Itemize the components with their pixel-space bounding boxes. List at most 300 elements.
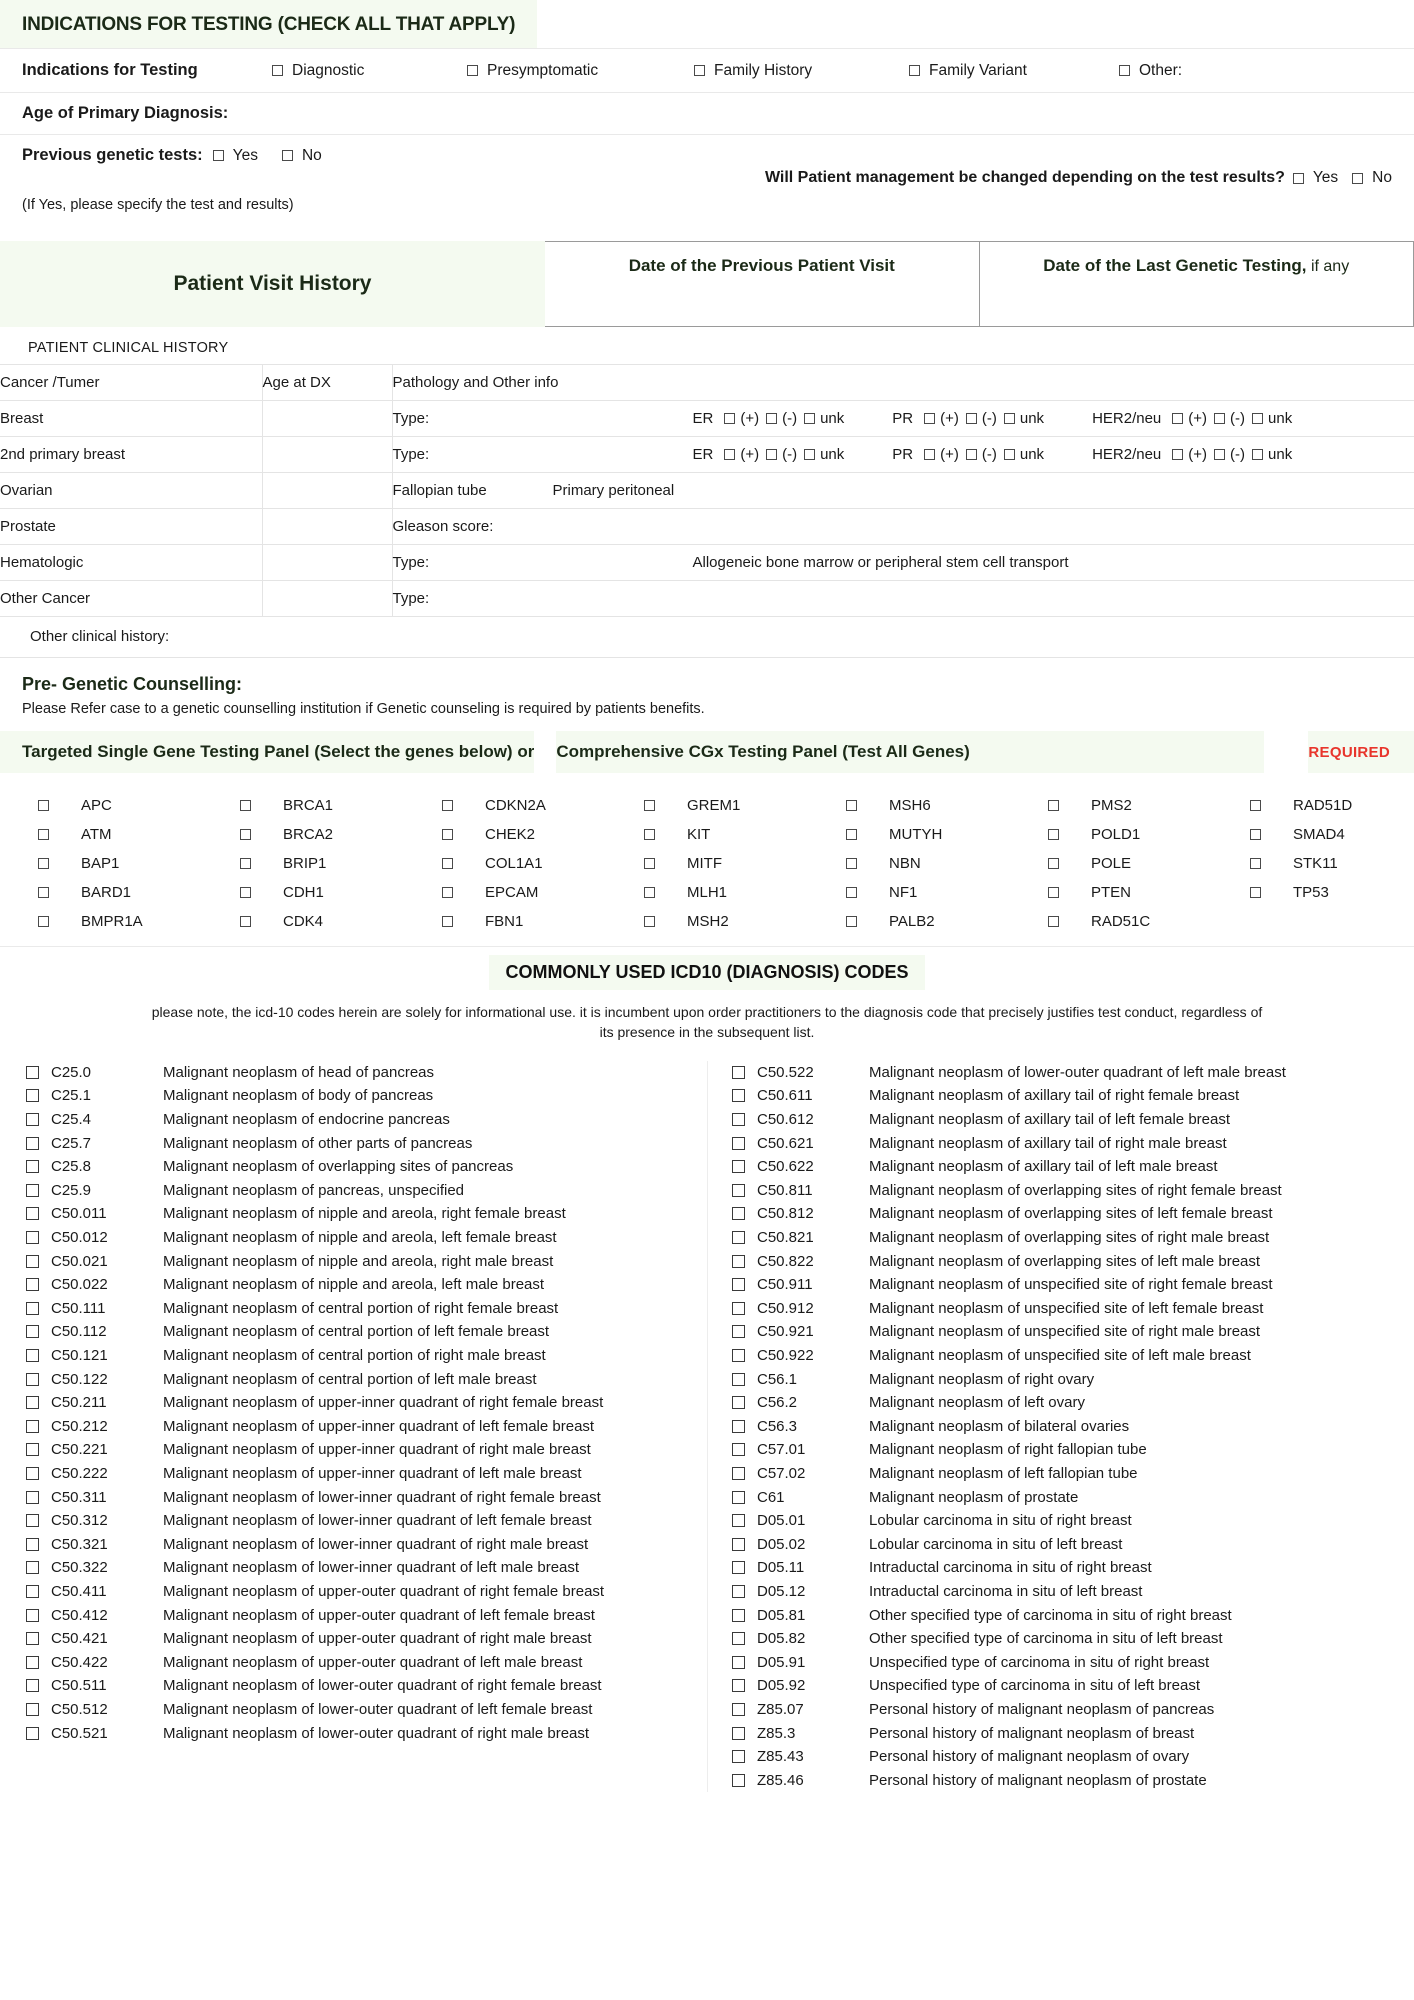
icd-code-item[interactable] <box>708 1061 1414 1085</box>
icd-code-item[interactable] <box>0 1131 707 1155</box>
icd-code-item[interactable] <box>0 1391 707 1415</box>
checkbox-icon[interactable] <box>1048 829 1059 840</box>
icd-code-item[interactable] <box>708 1698 1414 1722</box>
icd-code-item[interactable] <box>0 1485 707 1509</box>
checkbox-icon[interactable] <box>38 800 49 811</box>
required-badge-wrap <box>1308 731 1414 773</box>
gene-option-grem1[interactable] <box>606 791 808 820</box>
gene-option-brip1[interactable] <box>202 849 404 878</box>
gene-option-bard1[interactable] <box>0 878 202 907</box>
checkbox-icon[interactable] <box>846 800 857 811</box>
icd-code: C25.8 <box>51 1158 92 1176</box>
checkbox-icon[interactable] <box>26 1113 39 1126</box>
gene-option-cdh1[interactable] <box>202 878 404 907</box>
icd-code-item[interactable] <box>708 1650 1414 1674</box>
checkbox-icon[interactable] <box>1252 413 1263 424</box>
checkbox-icon[interactable] <box>732 1467 745 1480</box>
checkbox-icon[interactable] <box>732 1443 745 1456</box>
icd-code-item[interactable] <box>708 1320 1414 1344</box>
checkbox-icon[interactable] <box>1048 916 1059 927</box>
marker-option[interactable] <box>1004 446 1044 463</box>
checkbox-icon[interactable] <box>26 1491 39 1504</box>
checkbox-icon[interactable] <box>26 1656 39 1669</box>
management-change-yes[interactable] <box>1293 169 1338 187</box>
checkbox-icon[interactable] <box>1250 800 1261 811</box>
icd-code-item[interactable] <box>708 1297 1414 1321</box>
gene-option-tp53[interactable] <box>1212 878 1414 907</box>
gene-option-fbn1[interactable] <box>404 907 606 936</box>
marker-option[interactable] <box>724 446 759 463</box>
icd-code: C50.611 <box>757 1087 813 1105</box>
checkbox-icon[interactable] <box>732 1349 745 1362</box>
icd-code-item[interactable] <box>708 1273 1414 1297</box>
table-row <box>0 509 1414 545</box>
icd-description: Other specified type of carcinoma in situ of left breast <box>869 1630 1223 1648</box>
checkbox-icon[interactable] <box>26 1727 39 1740</box>
checkbox-icon[interactable] <box>213 150 224 161</box>
checkbox-icon[interactable] <box>1293 173 1304 184</box>
gene-option-msh6[interactable] <box>808 791 1010 820</box>
row-age-other[interactable] <box>262 581 392 617</box>
checkbox-icon[interactable] <box>26 1066 39 1079</box>
checkbox-icon[interactable] <box>724 449 735 460</box>
icd-code-item[interactable] <box>0 1367 707 1391</box>
checkbox-icon[interactable] <box>1004 413 1015 424</box>
checkbox-icon[interactable] <box>282 150 293 161</box>
checkbox-icon[interactable] <box>909 65 920 76</box>
checkbox-icon[interactable] <box>1119 65 1130 76</box>
marker-option[interactable] <box>1214 446 1245 463</box>
icd-code-item[interactable] <box>0 1509 707 1533</box>
icd-code-item[interactable] <box>0 1721 707 1745</box>
gene-option-brca1[interactable] <box>202 791 404 820</box>
gene-option-apc[interactable] <box>0 791 202 820</box>
icd-code-item[interactable] <box>708 1721 1414 1745</box>
gene-option-pold1[interactable] <box>1010 820 1212 849</box>
previous-tests-no[interactable] <box>282 147 322 165</box>
checkbox-icon[interactable] <box>38 887 49 898</box>
indication-option-other[interactable] <box>1119 62 1182 80</box>
checkbox-icon[interactable] <box>26 1585 39 1598</box>
icd-code-item[interactable] <box>0 1462 707 1486</box>
icd-code-item[interactable] <box>708 1249 1414 1273</box>
checkbox-icon[interactable] <box>732 1538 745 1551</box>
checkbox-icon[interactable] <box>732 1585 745 1598</box>
checkbox-icon[interactable] <box>442 800 453 811</box>
checkbox-icon[interactable] <box>26 1302 39 1315</box>
checkbox-icon[interactable] <box>732 1420 745 1433</box>
checkbox-icon[interactable] <box>1172 413 1183 424</box>
checkbox-icon[interactable] <box>924 449 935 460</box>
checkbox-icon[interactable] <box>1172 449 1183 460</box>
marker-option[interactable] <box>804 410 844 427</box>
gene-option-bmpr1a[interactable] <box>0 907 202 936</box>
marker-option[interactable] <box>766 446 797 463</box>
icd-code-item[interactable] <box>708 1155 1414 1179</box>
checkbox-icon[interactable] <box>26 1325 39 1338</box>
icd-code-item[interactable] <box>0 1273 707 1297</box>
checkbox-icon[interactable] <box>1352 173 1363 184</box>
checkbox-icon[interactable] <box>26 1703 39 1716</box>
gene-option-epcam[interactable] <box>404 878 606 907</box>
marker-option[interactable] <box>1252 446 1292 463</box>
checkbox-icon[interactable] <box>26 1467 39 1480</box>
gene-option-msh2[interactable] <box>606 907 808 936</box>
gene-label: BRCA1 <box>283 797 334 814</box>
marker-option[interactable] <box>1004 410 1044 427</box>
icd-description: Malignant neoplasm of overlapping sites of pancreas <box>163 1158 514 1176</box>
gene-option-mlh1[interactable] <box>606 878 808 907</box>
checkbox-icon[interactable] <box>1250 858 1261 869</box>
checkbox-icon[interactable] <box>804 413 815 424</box>
checkbox-icon[interactable] <box>732 1089 745 1102</box>
marker-option[interactable] <box>1172 446 1207 463</box>
checkbox-icon[interactable] <box>26 1255 39 1268</box>
row-age-breast[interactable] <box>262 401 392 437</box>
icd-code-item[interactable] <box>708 1084 1414 1108</box>
checkbox-icon[interactable] <box>732 1207 745 1220</box>
icd-code-item[interactable] <box>708 1532 1414 1556</box>
checkbox-icon[interactable] <box>1214 413 1225 424</box>
icd-code-item[interactable] <box>0 1580 707 1604</box>
icd-code-item[interactable] <box>0 1603 707 1627</box>
icd-code-item[interactable] <box>708 1202 1414 1226</box>
checkbox-icon[interactable] <box>26 1538 39 1551</box>
icd-description: Personal history of malignant neoplasm of breast <box>869 1724 1195 1742</box>
checkbox-icon[interactable] <box>1048 887 1059 898</box>
checkbox-icon[interactable] <box>38 829 49 840</box>
icd-code-item[interactable] <box>708 1344 1414 1368</box>
checkbox-icon[interactable] <box>732 1184 745 1197</box>
gene-option-stk11[interactable] <box>1212 849 1414 878</box>
checkbox-icon[interactable] <box>1048 858 1059 869</box>
gene-option-col1a1[interactable] <box>404 849 606 878</box>
marker-option-label: unk <box>820 446 845 463</box>
icd-code-item[interactable] <box>708 1415 1414 1439</box>
checkbox-icon[interactable] <box>1004 449 1015 460</box>
checkbox-icon[interactable] <box>846 858 857 869</box>
icd-code-item[interactable] <box>708 1391 1414 1415</box>
checkbox-icon[interactable] <box>732 1679 745 1692</box>
checkbox-icon[interactable] <box>26 1373 39 1386</box>
icd-code-item[interactable] <box>0 1249 707 1273</box>
checkbox-icon[interactable] <box>26 1420 39 1433</box>
checkbox-icon[interactable] <box>924 413 935 424</box>
checkbox-icon[interactable] <box>26 1184 39 1197</box>
gene-label: NBN <box>889 855 921 872</box>
marker-option[interactable] <box>804 446 844 463</box>
icd-code-item[interactable] <box>708 1509 1414 1533</box>
icd-code: C25.1 <box>51 1087 92 1105</box>
gene-option-nbn[interactable] <box>808 849 1010 878</box>
icd-code-item[interactable] <box>0 1155 707 1179</box>
checkbox-icon[interactable] <box>26 1349 39 1362</box>
checkbox-icon[interactable] <box>1214 449 1225 460</box>
indication-option-family-history[interactable] <box>694 62 909 80</box>
management-change-no[interactable] <box>1352 169 1392 187</box>
indication-option-family-variant[interactable] <box>909 62 1119 80</box>
icd-code: D05.91 <box>757 1653 806 1671</box>
checkbox-icon[interactable] <box>38 916 49 927</box>
marker-option[interactable] <box>966 446 997 463</box>
icd-description: Malignant neoplasm of nipple and areola, right female breast <box>163 1205 566 1223</box>
icd-code: C57.01 <box>757 1441 806 1459</box>
checkbox-icon[interactable] <box>732 1703 745 1716</box>
marker-option[interactable] <box>724 410 759 427</box>
previous-tests-yes[interactable] <box>213 147 258 165</box>
icd-code-item[interactable] <box>708 1108 1414 1132</box>
row-age-hematologic[interactable] <box>262 545 392 581</box>
icd-code-item[interactable] <box>708 1179 1414 1203</box>
checkbox-icon[interactable] <box>732 1609 745 1622</box>
icd-code-item[interactable] <box>0 1320 707 1344</box>
checkbox-icon[interactable] <box>26 1609 39 1622</box>
checkbox-icon[interactable] <box>732 1561 745 1574</box>
icd-code-item[interactable] <box>0 1108 707 1132</box>
gene-option-atm[interactable] <box>0 820 202 849</box>
icd-code-item[interactable] <box>0 1202 707 1226</box>
gene-option-mitf[interactable] <box>606 849 808 878</box>
checkbox-icon[interactable] <box>272 65 283 76</box>
checkbox-icon[interactable] <box>26 1561 39 1574</box>
marker-option[interactable] <box>766 410 797 427</box>
gene-label: STK11 <box>1293 855 1338 872</box>
previous-tests-no-label: No <box>301 146 322 164</box>
icd-description: Malignant neoplasm of unspecified site of right female breast <box>869 1276 1273 1294</box>
gene-option-pms2[interactable] <box>1010 791 1212 820</box>
checkbox-icon[interactable] <box>732 1255 745 1268</box>
checkbox-icon[interactable] <box>240 800 251 811</box>
indication-option-diagnostic[interactable] <box>272 62 467 80</box>
icd-code-item[interactable] <box>0 1415 707 1439</box>
checkbox-icon[interactable] <box>442 829 453 840</box>
checkbox-icon[interactable] <box>732 1656 745 1669</box>
panel-bar-gap[interactable] <box>534 731 556 773</box>
gene-label: PTEN <box>1091 884 1132 901</box>
gene-option-chek2[interactable] <box>404 820 606 849</box>
checkbox-icon[interactable] <box>442 858 453 869</box>
checkbox-icon[interactable] <box>240 916 251 927</box>
icd-code-item[interactable] <box>0 1698 707 1722</box>
icd-code-item[interactable] <box>708 1462 1414 1486</box>
checkbox-icon[interactable] <box>732 1632 745 1645</box>
checkbox-icon[interactable] <box>1048 800 1059 811</box>
icd-code-item[interactable] <box>0 1627 707 1651</box>
icd-code: D05.02 <box>757 1535 806 1553</box>
icd-code: C50.911 <box>757 1276 813 1294</box>
header-age-at-dx: Age at DX <box>262 365 392 401</box>
second-breast-marker-her2 <box>1092 446 1292 463</box>
checkbox-icon[interactable] <box>804 449 815 460</box>
checkbox-icon[interactable] <box>644 916 655 927</box>
icd-code-item[interactable] <box>0 1532 707 1556</box>
checkbox-icon[interactable] <box>644 858 655 869</box>
icd-code: C50.212 <box>51 1417 108 1435</box>
checkbox-icon[interactable] <box>966 413 977 424</box>
checkbox-icon[interactable] <box>732 1727 745 1740</box>
icd-code-item[interactable] <box>708 1768 1414 1792</box>
icd-code-item[interactable] <box>0 1556 707 1580</box>
icd-description: Malignant neoplasm of axillary tail of right female breast <box>869 1087 1240 1105</box>
comprehensive-panel-option[interactable] <box>556 731 1264 773</box>
icd-code-item[interactable] <box>0 1650 707 1674</box>
checkbox-icon[interactable] <box>732 1491 745 1504</box>
icd-code-item[interactable] <box>0 1344 707 1368</box>
gene-option-pole[interactable] <box>1010 849 1212 878</box>
targeted-panel-option[interactable] <box>0 731 534 773</box>
marker-option[interactable] <box>966 410 997 427</box>
gene-label: SMAD4 <box>1293 826 1345 843</box>
icd-code-item[interactable] <box>0 1226 707 1250</box>
icd-description: Malignant neoplasm of central portion of left female breast <box>163 1323 550 1341</box>
gene-option-nf1[interactable] <box>808 878 1010 907</box>
icd-code: C50.321 <box>51 1535 108 1553</box>
icd-code-item[interactable] <box>0 1674 707 1698</box>
icd-code: C57.02 <box>757 1464 806 1482</box>
checkbox-icon[interactable] <box>26 1137 39 1150</box>
checkbox-icon[interactable] <box>732 1137 745 1150</box>
icd-code-item[interactable] <box>708 1580 1414 1604</box>
icd-code-item[interactable] <box>708 1438 1414 1462</box>
checkbox-icon[interactable] <box>732 1066 745 1079</box>
checkbox-icon[interactable] <box>766 449 777 460</box>
row-age-ovarian[interactable] <box>262 473 392 509</box>
checkbox-icon[interactable] <box>26 1396 39 1409</box>
checkbox-icon[interactable] <box>1252 449 1263 460</box>
marker-option[interactable] <box>1172 410 1207 427</box>
icd-code: C50.821 <box>757 1229 814 1247</box>
checkbox-icon[interactable] <box>467 65 478 76</box>
checkbox-icon[interactable] <box>442 887 453 898</box>
checkbox-icon[interactable] <box>732 1750 745 1763</box>
checkbox-icon[interactable] <box>724 413 735 424</box>
gene-option-mutyh[interactable] <box>808 820 1010 849</box>
gene-label: CDH1 <box>283 884 324 901</box>
icd-code-item[interactable] <box>0 1297 707 1321</box>
icd-code-item[interactable] <box>708 1745 1414 1769</box>
checkbox-icon[interactable] <box>694 65 705 76</box>
gene-option-pten[interactable] <box>1010 878 1212 907</box>
checkbox-icon[interactable] <box>732 1113 745 1126</box>
checkbox-icon[interactable] <box>26 1207 39 1220</box>
icd-description: Other specified type of carcinoma in situ of right breast <box>869 1606 1232 1624</box>
gene-label: MITF <box>687 855 722 872</box>
checkbox-icon[interactable] <box>26 1089 39 1102</box>
other-clinical-history-label[interactable]: Other clinical history: <box>0 617 1414 658</box>
previous-visit-date-cell[interactable] <box>545 241 980 327</box>
checkbox-icon[interactable] <box>644 829 655 840</box>
checkbox-icon[interactable] <box>732 1302 745 1315</box>
icd-code-item[interactable] <box>708 1485 1414 1509</box>
icd-code: C50.922 <box>757 1347 814 1365</box>
gene-option-rad51c[interactable] <box>1010 907 1212 936</box>
checkbox-icon[interactable] <box>846 916 857 927</box>
checkbox-icon[interactable] <box>966 449 977 460</box>
gene-option-smad4[interactable] <box>1212 820 1414 849</box>
previous-visit-date-label: Date of the Previous Patient Visit <box>628 256 895 275</box>
if-yes-specify-note: (If Yes, please specify the test and results) <box>22 197 294 213</box>
gene-option-bap1[interactable] <box>0 849 202 878</box>
indication-option-presymptomatic[interactable] <box>467 62 694 80</box>
checkbox-icon[interactable] <box>240 858 251 869</box>
checkbox-icon[interactable] <box>846 829 857 840</box>
patient-visit-history-title: Patient Visit History <box>0 241 545 327</box>
checkbox-icon[interactable] <box>26 1443 39 1456</box>
marker-option[interactable] <box>924 410 959 427</box>
icd-description: Malignant neoplasm of upper-outer quadrant of left female breast <box>163 1606 595 1624</box>
checkbox-icon[interactable] <box>442 916 453 927</box>
checkbox-icon[interactable] <box>1250 829 1261 840</box>
checkbox-icon[interactable] <box>644 800 655 811</box>
last-genetic-testing-label: Date of the Last Genetic Testing, <box>1043 256 1307 275</box>
checkbox-icon[interactable] <box>26 1632 39 1645</box>
checkbox-icon[interactable] <box>26 1160 39 1173</box>
table-header-row <box>0 365 1414 401</box>
checkbox-icon[interactable] <box>846 887 857 898</box>
marker-option[interactable] <box>1252 410 1292 427</box>
icd-code-item[interactable] <box>708 1556 1414 1580</box>
gene-option-kit[interactable] <box>606 820 808 849</box>
icd-code: C50.111 <box>51 1299 106 1317</box>
marker-option[interactable] <box>924 446 959 463</box>
checkbox-icon[interactable] <box>732 1231 745 1244</box>
icd-code-item[interactable] <box>0 1061 707 1085</box>
gene-option-cdk4[interactable] <box>202 907 404 936</box>
row-age-2nd-primary-breast[interactable] <box>262 437 392 473</box>
icd-code-item[interactable] <box>708 1367 1414 1391</box>
icd-code-item[interactable] <box>708 1226 1414 1250</box>
icd-description: Malignant neoplasm of overlapping sites of left female breast <box>869 1205 1273 1223</box>
icd-code-item[interactable] <box>0 1084 707 1108</box>
gene-option-rad51d[interactable] <box>1212 791 1414 820</box>
marker-option[interactable] <box>1214 410 1245 427</box>
icd-code-item[interactable] <box>708 1131 1414 1155</box>
checkbox-icon[interactable] <box>732 1373 745 1386</box>
panel-bar-spacer <box>1264 731 1308 773</box>
icd-code: C50.422 <box>51 1653 108 1671</box>
icd-code-item[interactable] <box>708 1627 1414 1651</box>
icd-code-item[interactable] <box>0 1438 707 1462</box>
gene-option-palb2[interactable] <box>808 907 1010 936</box>
checkbox-icon[interactable] <box>732 1325 745 1338</box>
checkbox-icon[interactable] <box>26 1278 39 1291</box>
row-age-prostate[interactable] <box>262 509 392 545</box>
checkbox-icon[interactable] <box>240 829 251 840</box>
checkbox-icon[interactable] <box>732 1774 745 1787</box>
checkbox-icon[interactable] <box>644 887 655 898</box>
gene-option-brca2[interactable] <box>202 820 404 849</box>
icd-code-item[interactable] <box>708 1603 1414 1627</box>
age-of-primary-diagnosis-row[interactable] <box>0 93 1414 135</box>
icd-code-item[interactable] <box>708 1674 1414 1698</box>
checkbox-icon[interactable] <box>766 413 777 424</box>
last-genetic-testing-date-cell[interactable] <box>980 241 1414 327</box>
checkbox-icon[interactable] <box>732 1278 745 1291</box>
checkbox-icon[interactable] <box>26 1514 39 1527</box>
icd-code-item[interactable] <box>0 1179 707 1203</box>
checkbox-icon[interactable] <box>732 1396 745 1409</box>
checkbox-icon[interactable] <box>732 1514 745 1527</box>
checkbox-icon[interactable] <box>732 1160 745 1173</box>
checkbox-icon[interactable] <box>26 1231 39 1244</box>
gene-option-cdkn2a[interactable] <box>404 791 606 820</box>
checkbox-icon[interactable] <box>1250 887 1261 898</box>
pre-genetic-counselling-title: Pre- Genetic Counselling: <box>22 674 243 694</box>
gene-label: BRIP1 <box>283 855 327 872</box>
checkbox-icon[interactable] <box>26 1679 39 1692</box>
checkbox-icon[interactable] <box>38 858 49 869</box>
checkbox-icon[interactable] <box>240 887 251 898</box>
